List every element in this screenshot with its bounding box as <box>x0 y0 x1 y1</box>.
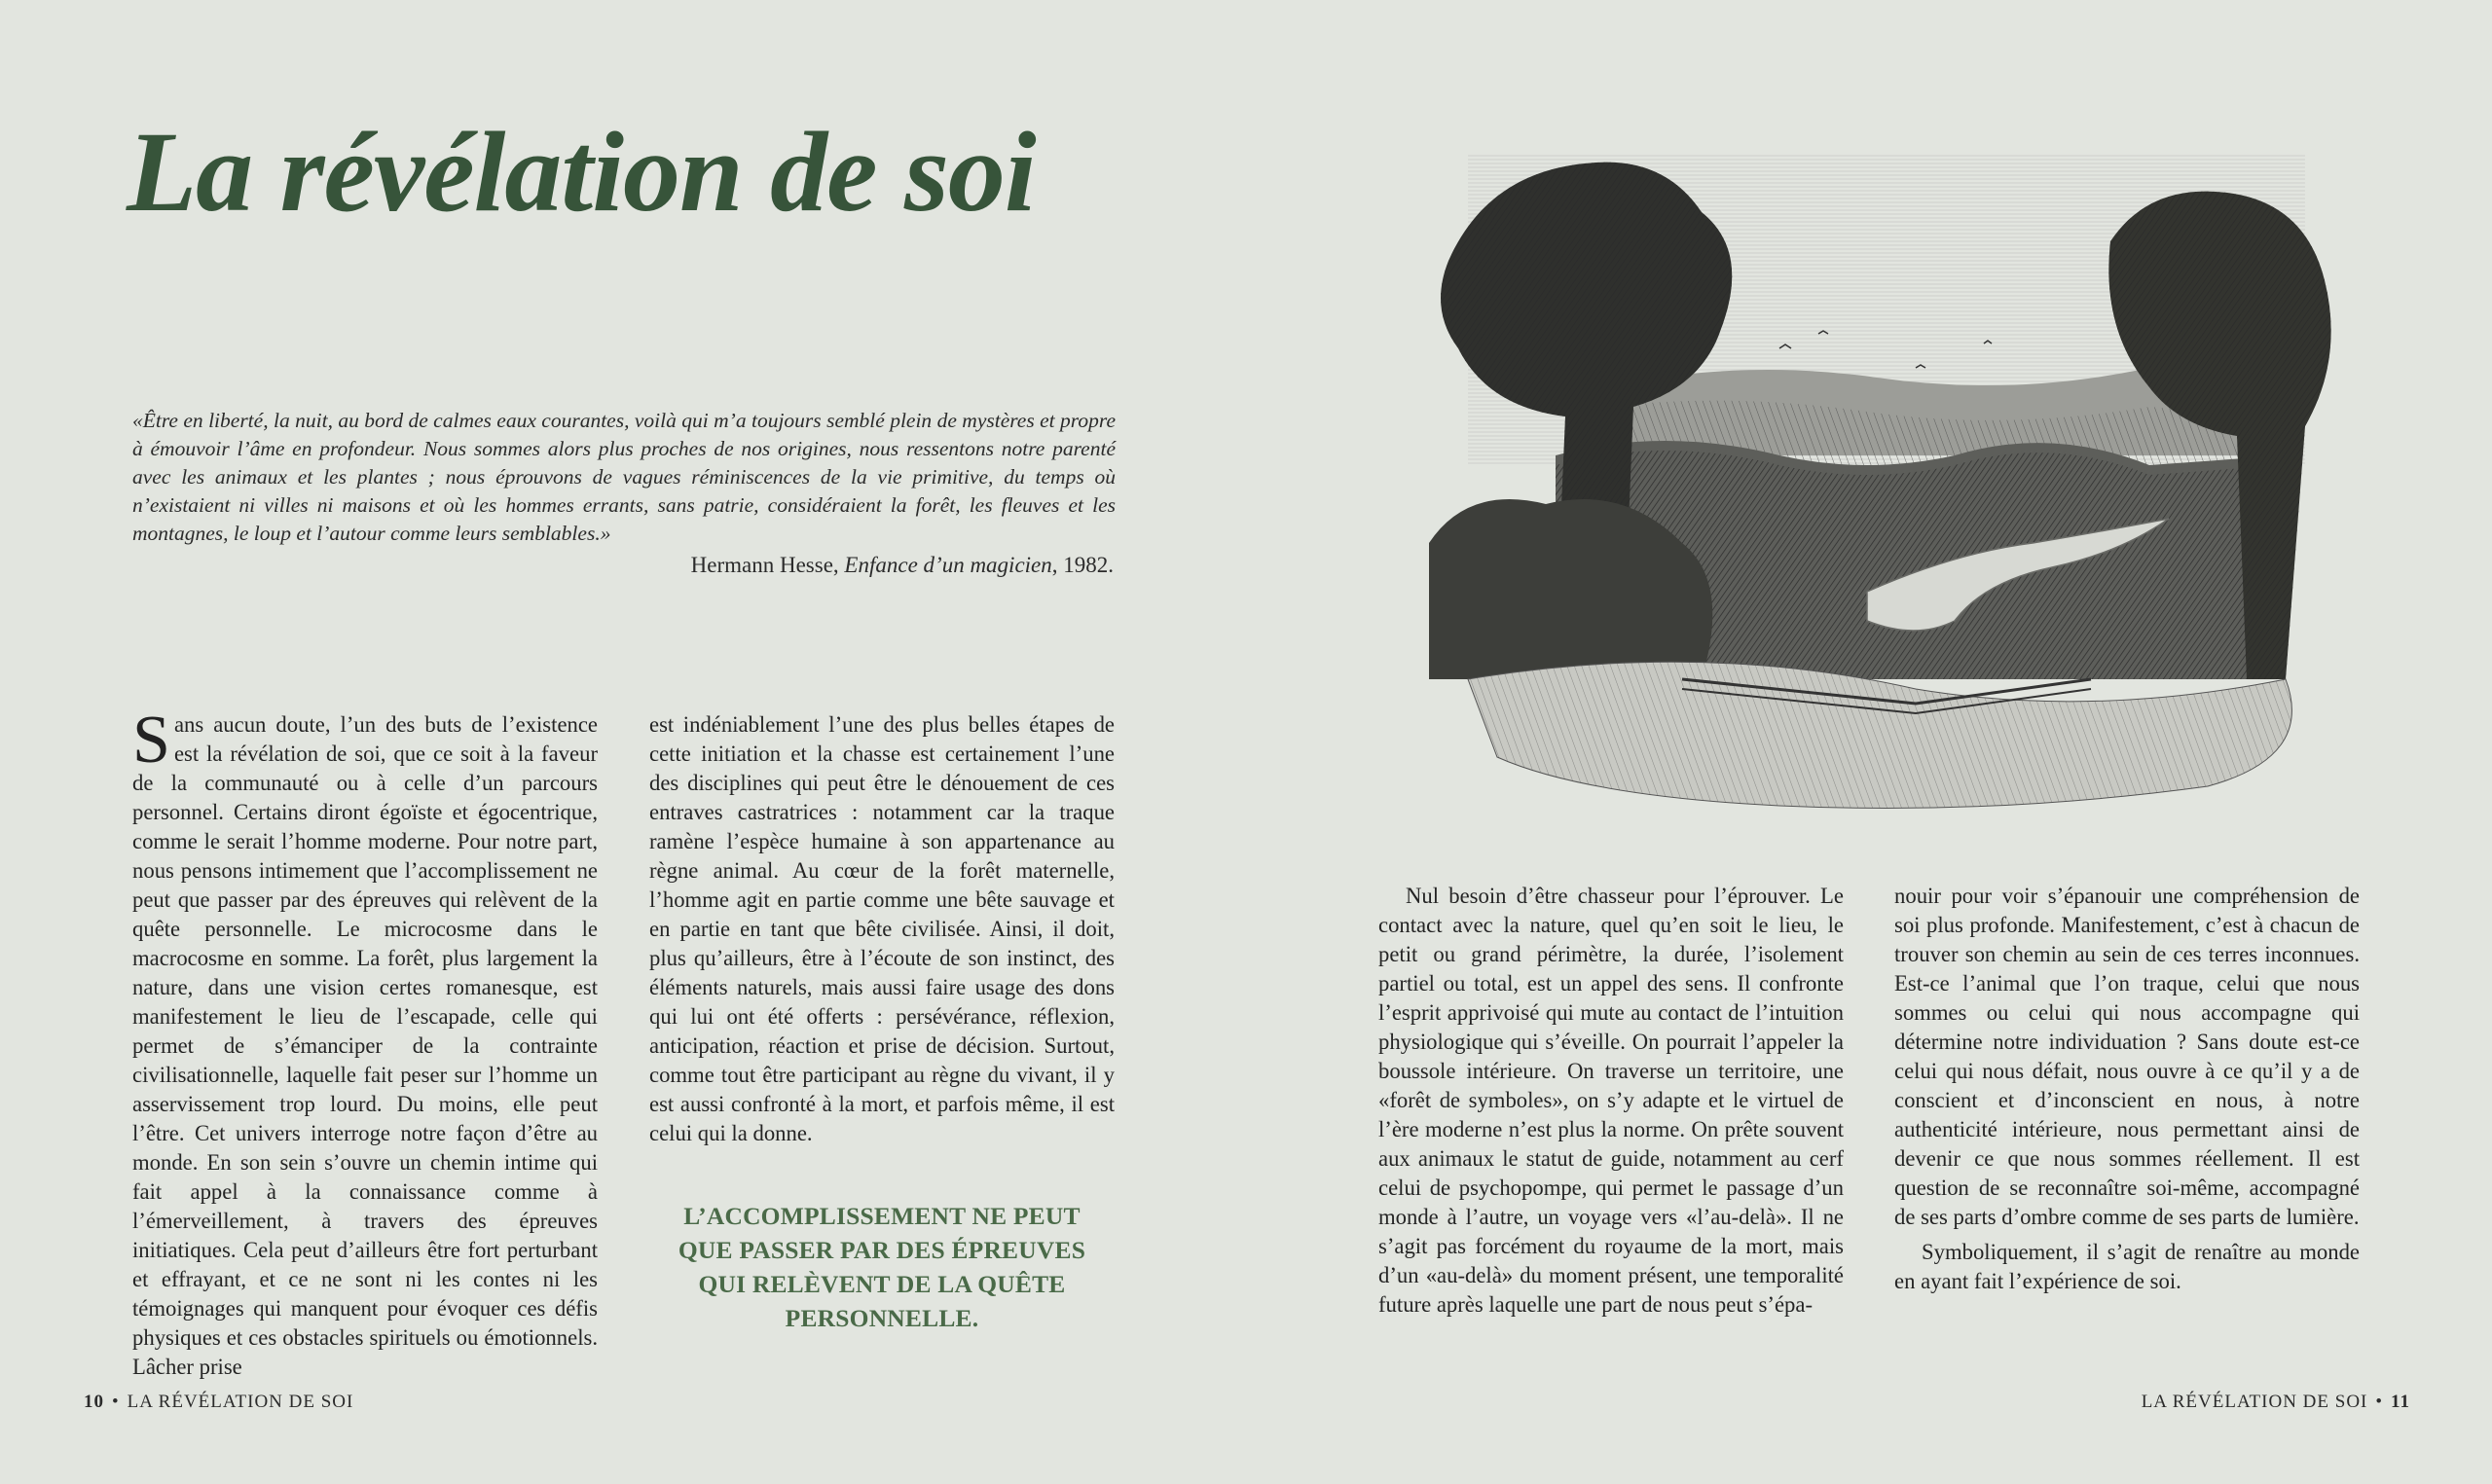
page-title: La révélation de soi <box>127 108 1036 235</box>
page-number: 11 <box>2391 1392 2410 1412</box>
footer-left <box>84 1392 353 1413</box>
column-3-text: Nul besoin d’être chasseur pour l’éprouver. Le contact avec la nature, quel qu’en soit le lieu, le petit ou grand périmètre, la durée, l’isolement partiel ou total, est un appel des sens. Il confronte l’esprit apprivoisé qui mute au contact de l’intuition physiologique qui s’éveille. On pourrait l’appeler la boussole intérieure. On traverse un territoire, une «forêt de symboles», on s’y adapte et le virtuel de l’ère moderne n’est plus la norme. On prête souvent aux animaux le statut de guide, notamment au cerf celui de psychopompe, qui permet le passage d’un monde à l’autre, un voyage vers «l’au-delà». Il ne s’agit pas forcément du royaume de la mort, mais d’un «au-delà» du moment présent, une temporalité future après laquelle une part de nous peut s’épa- <box>1378 884 1844 1317</box>
footer-right <box>2142 1392 2410 1413</box>
bullet-separator: • <box>112 1392 120 1412</box>
body-column-3 <box>1378 882 1844 1325</box>
attribution-author: Hermann Hesse, <box>690 553 839 577</box>
attribution-work: Enfance d’un magicien <box>844 553 1052 577</box>
body-column-1 <box>132 703 598 1388</box>
bullet-separator: • <box>2375 1392 2384 1412</box>
column-2-text: est indéniablement l’une des plus belles étapes de cette initiation et la chasse est certainement l’une des disciplines qui peut être le dénouement de ces entraves castratrices : notamment car la traque ramène l’espèce humaine à son appartenance au règne animal. Au cœur de la forêt maternelle, l’homme agit en partie comme une bête sauvage et en partie en tant que bête civilisée. Ainsi, il doit, plus qu’ailleurs, être à l’écoute de son instinct, des éléments naturels, mais aussi faire usage des dons qui lui ont été offerts : persévérance, réflexion, anticipation, réaction et prise de décision. Surtout, comme tout être participant au règne du vivant, il y est aussi confronté à la mort, et parfois même, il est celui qui la donne. <box>649 712 1115 1145</box>
running-head: LA RÉVÉLATION DE SOI <box>2141 1392 2368 1412</box>
attribution-year: , 1982. <box>1051 553 1114 577</box>
column-4-paragraph-2: Symboliquement, il s’agit de renaître au monde en ayant fait l’expérience de soi. <box>1894 1240 2360 1293</box>
page-number: 10 <box>84 1392 104 1412</box>
body-column-4 <box>1894 882 2360 1302</box>
epigraph-attribution <box>487 553 1114 578</box>
epigraph-quote: «Être en liberté, la nuit, au bord de calmes eaux courantes, voilà qui m’a toujours semblé plein de mystères et propre à émouvoir l’âme en profondeur. Nous sommes alors plus proches de nos origines, nous ressentons notre parenté avec les animaux et les plantes ; nous éprouvons de vagues réminiscences de la vie primitive, du temps où n’existaient ni villes ni maisons et où les hommes errants, sans patrie, considéraient la forêt, les fleuves et les montagnes, le loup et l’autour comme leurs semblables.» <box>132 409 1116 545</box>
pull-quote: L’ACCOMPLISSEMENT NE PEUT QUE PASSER PAR DES ÉPREUVES QUI RELÈVENT DE LA QUÊTE PERSONNELLE. <box>678 1202 1086 1332</box>
drop-cap: S <box>132 703 170 778</box>
landscape-engraving-illustration <box>1410 134 2348 821</box>
right-page <box>1246 0 2492 1484</box>
column-1-text: ans aucun doute, l’un des buts de l’existence est la révélation de soi, que ce soit à la faveur de la communauté ou à celle d’un parcours personnel. Certains diront égoïste et égocentrique, comme le serait l’homme moderne. Pour notre part, nous pensons intimement que l’accomplissement ne peut que passer par des épreuves qui relèvent de la quête personnelle. Le microcosme dans le macrocosme en somme. La forêt, plus largement la nature, dans une vision certes romanesque, est manifestement le lieu de l’escapade, celle qui permet de s’émanciper de la contrainte civilisationnelle, laquelle fait peser sur l’homme un asservissement trop lourd. Du moins, elle peut l’être. Cet univers interroge notre façon d’être au monde. En son sein s’ouvre un chemin intime qui fait appel à la connaissance comme à l’émerveillement, à travers des épreuves initiatiques. Cela peut d’ailleurs être fort perturbant et effrayant, et ce ne sont ni les contes ni les témoignages qui manquent pour évoquer ces défis physiques et ces obstacles spirituels ou émotionnels. Lâcher prise <box>132 712 598 1379</box>
running-head: LA RÉVÉLATION DE SOI <box>127 1392 354 1412</box>
body-column-2 <box>649 710 1115 1154</box>
column-4-paragraph-1: nouir pour voir s’épanouir une compréhension de soi plus profonde. Manifestement, c’est à chacun de trouver son chemin au sein de ces terres inconnues. Est-ce l’animal que l’on traque, celui que nous sommes ou celui qui nous accompagne qui détermine notre individuation ? Sans doute est-ce celui qui nous défait, nous ouvre à ce qu’il y a de conscient et d’inconscient en nous, à notre authenticité intérieure, nous permettant ainsi de devenir ce que nous sommes réellement. Il est question de se reconnaître soi-même, accompagné de ses parts d’ombre comme de ses parts de lumière. <box>1894 884 2360 1229</box>
